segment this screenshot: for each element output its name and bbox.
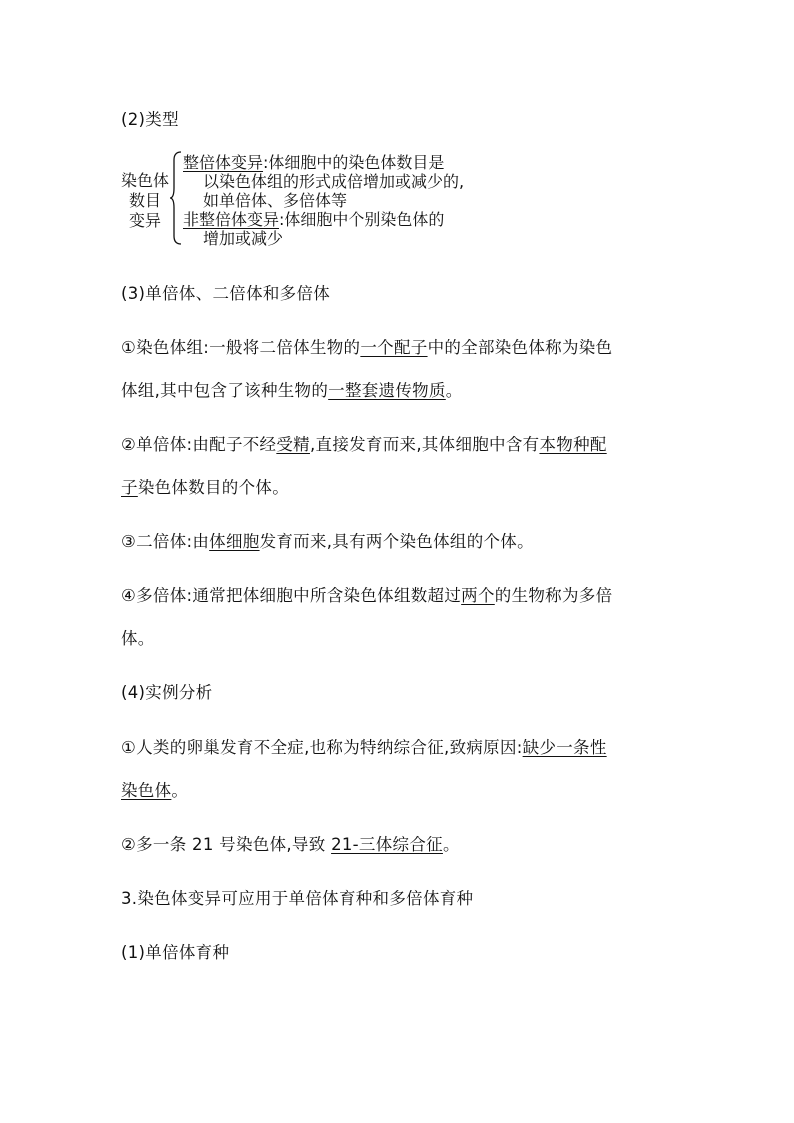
aneuploid-term: 非整倍体变异 <box>183 210 280 229</box>
underlined-answer: 染色体 <box>121 781 172 800</box>
paragraph-chromosome-set-line-1: ①染色体组:一般将二倍体生物的一个配子中的全部染色体称为染色 <box>121 338 613 357</box>
underlined-answer: 缺少一条性 <box>522 738 607 757</box>
types-left-label-2: 数目 <box>129 191 162 210</box>
types-left-label-1: 染色体 <box>121 171 170 190</box>
euploid-line-3: 如单倍体、多倍体等 <box>203 191 348 210</box>
euploid-term: 整倍体变异 <box>183 153 264 172</box>
underlined-answer: 子 <box>121 478 138 497</box>
curly-brace-icon <box>169 150 183 246</box>
underlined-answer: 一整套遗传物质 <box>328 381 446 400</box>
underlined-answer: 一个配子 <box>360 338 428 357</box>
section-title-breeding: 3.染色体变异可应用于单倍体育种和多倍体育种 <box>121 889 474 908</box>
paragraph-polyploid-line-1: ④多倍体:通常把体细胞中所含染色体组数超过两个的生物称为多倍 <box>121 586 613 605</box>
paragraph-polyploid-line-2: 体。 <box>121 629 155 648</box>
aneuploid-line-2: 增加或减少 <box>203 229 284 248</box>
underlined-answer: 21-三体综合征 <box>331 835 443 854</box>
paragraph-turner-line-2: 染色体。 <box>121 781 189 800</box>
types-left-label-3: 变异 <box>129 211 162 230</box>
euploid-definition: :体细胞中的染色体数目是 <box>263 153 445 172</box>
underlined-answer: 体细胞 <box>209 532 260 551</box>
section-title-haploid-breeding: (1)单倍体育种 <box>121 943 230 962</box>
paragraph-trisomy: ②多一条 21 号染色体,导致 21-三体综合征。 <box>121 835 460 854</box>
paragraph-turner-line-1: ①人类的卵巢发育不全症,也称为特纳综合征,致病原因:缺少一条性 <box>121 738 607 757</box>
paragraph-haploid-line-1: ②单倍体:由配子不经受精,直接发育而来,其体细胞中含有本物种配 <box>121 435 607 454</box>
euploid-line-2: 以染色体组的形式成倍增加或减少的, <box>203 172 465 191</box>
paragraph-chromosome-set-line-2: 体组,其中包含了该种生物的一整套遗传物质。 <box>121 381 463 400</box>
underlined-answer: 受精 <box>276 435 310 454</box>
section-title-ploidy: (3)单倍体、二倍体和多倍体 <box>121 284 331 303</box>
aneuploid-definition: :体细胞中个别染色体的 <box>279 210 445 229</box>
underlined-answer: 本物种配 <box>539 435 607 454</box>
types-classification-block <box>121 150 541 250</box>
section-title-types: (2)类型 <box>121 110 179 129</box>
section-title-examples: (4)实例分析 <box>121 683 213 702</box>
paragraph-diploid: ③二倍体:由体细胞发育而来,具有两个染色体组的个体。 <box>121 532 534 551</box>
underlined-answer: 两个 <box>461 586 495 605</box>
paragraph-haploid-line-2: 子染色体数目的个体。 <box>121 478 290 497</box>
